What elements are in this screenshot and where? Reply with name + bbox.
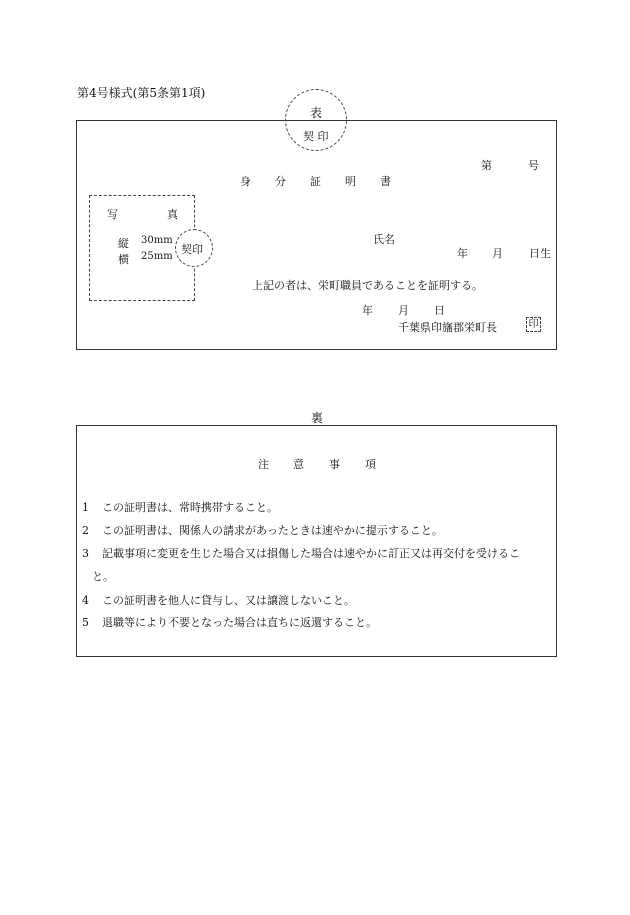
issue-month: 月 bbox=[398, 304, 409, 317]
note-item bbox=[82, 592, 355, 608]
birth-day: 日生 bbox=[529, 247, 551, 260]
note-text: 記載事項に変更を生じた場合又は損傷した場合は速やかに訂正又は再交付を受けるこ bbox=[102, 547, 520, 560]
photo-height-label: 縦 bbox=[118, 237, 129, 250]
note-item bbox=[82, 614, 377, 630]
number-suffix: 号 bbox=[528, 159, 539, 172]
photo-width-value: 25mm bbox=[141, 251, 173, 262]
note-text: この証明書は、常時携帯すること。 bbox=[102, 501, 278, 514]
birth-year: 年 bbox=[457, 247, 468, 260]
front-label: 表 bbox=[310, 106, 323, 120]
notes-title-char: 意 bbox=[293, 458, 304, 471]
title-char: 分 bbox=[275, 175, 286, 188]
issuer-seal: 印 bbox=[526, 317, 541, 332]
note-number: 3 bbox=[82, 547, 89, 560]
number-prefix: 第 bbox=[481, 159, 492, 172]
note-number: 1 bbox=[82, 501, 89, 514]
note-number: 5 bbox=[82, 616, 89, 629]
birth-month: 月 bbox=[492, 247, 503, 260]
photo-height-value: 30mm bbox=[141, 235, 173, 246]
certification-text: 上記の者は、栄町職員であることを証明する。 bbox=[252, 279, 483, 292]
photo-width-label: 横 bbox=[118, 253, 129, 266]
note-text: 退職等により不要となった場合は直ちに返還すること。 bbox=[102, 616, 377, 629]
note-number: 4 bbox=[82, 594, 89, 607]
photo-title-right: 真 bbox=[167, 208, 178, 221]
title-char: 明 bbox=[345, 175, 356, 188]
note-item bbox=[82, 499, 278, 515]
title-char: 身 bbox=[240, 175, 251, 188]
notes-title-char: 注 bbox=[258, 458, 269, 471]
front-card bbox=[76, 120, 557, 350]
form-number: 第4号様式(第5条第1項) bbox=[77, 86, 206, 100]
issuer-name: 千葉県印旛郡栄町長 bbox=[398, 321, 497, 334]
note-text: この証明書を他人に貸与し、又は譲渡しないこと。 bbox=[102, 594, 355, 607]
note-text: この証明書は、関係人の請求があったときは速やかに提示すること。 bbox=[102, 524, 443, 537]
note-item bbox=[82, 545, 520, 561]
back-label: 裏 bbox=[311, 411, 324, 425]
photo-title-left: 写 bbox=[107, 208, 118, 221]
note-item bbox=[82, 522, 443, 538]
top-seal-text: 契 印 bbox=[303, 130, 329, 143]
issue-year: 年 bbox=[362, 304, 373, 317]
notes-title-char: 項 bbox=[365, 458, 376, 471]
note-continuation: と。 bbox=[92, 570, 114, 583]
notes-title-char: 事 bbox=[329, 458, 340, 471]
photo-seal-text: 契印 bbox=[181, 243, 203, 256]
note-number: 2 bbox=[82, 524, 89, 537]
title-char: 書 bbox=[380, 175, 391, 188]
issue-day: 日 bbox=[434, 304, 445, 317]
title-char: 証 bbox=[310, 175, 321, 188]
name-label: 氏名 bbox=[373, 233, 395, 246]
